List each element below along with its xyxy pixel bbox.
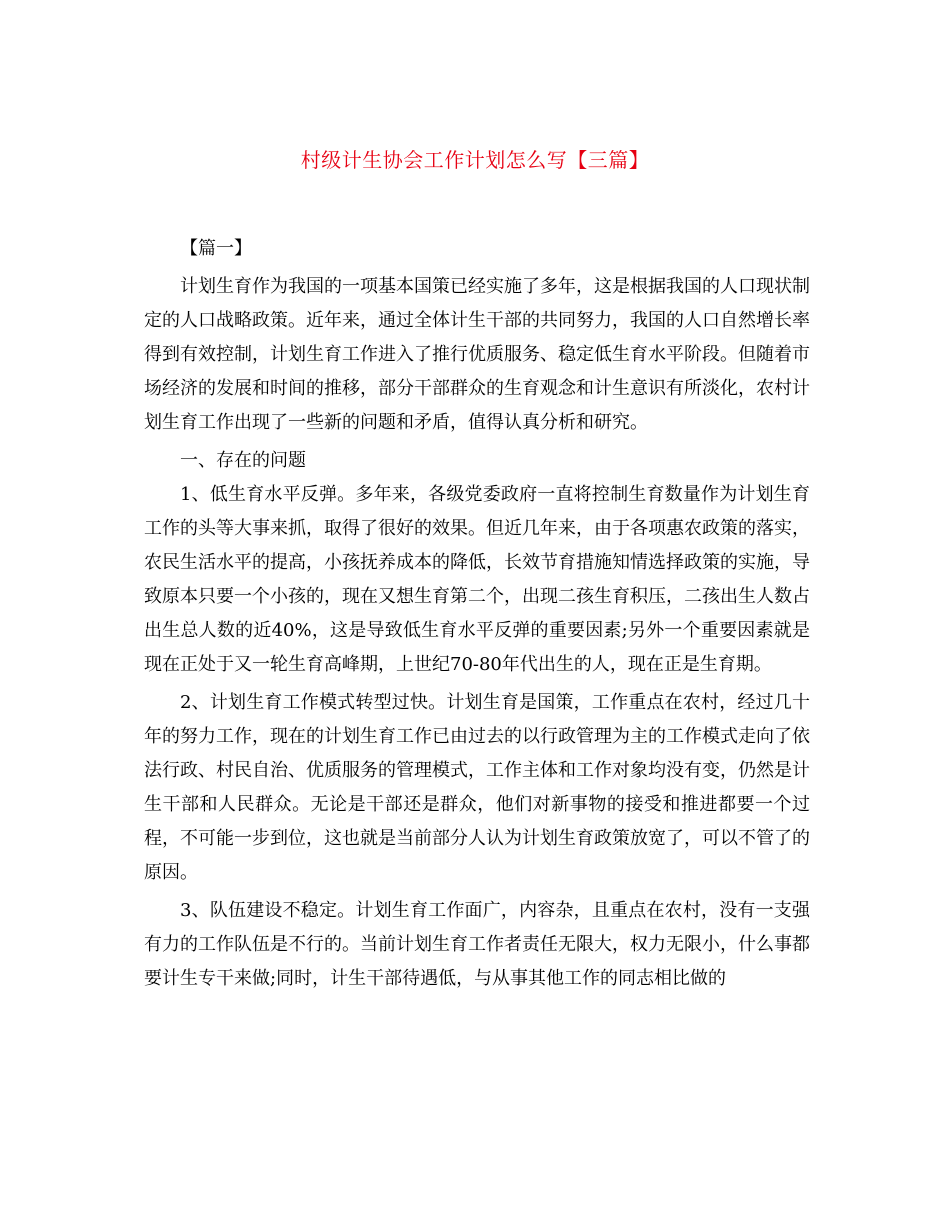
paragraph-point-1: 1、低生育水平反弹。多年来，各级党委政府一直将控制生育数量作为计划生育工作的头等大事来抓，取得了很好的效果。但近几年来，由于各项惠农政策的落实，农民生活水平的提高，小孩抚养成本的降低，长效节育措施知情选择政策的实施，导致原本只要一个小孩的，现在又想生育第二个，出现二孩生育积压，二孩出生人数占出生总人数的近40%，这是导致低生育水平反弹的重要因素;另外一个重要因素就是现在正处于又一轮生育高峰期，上世纪70-80年代出生的人，现在正是生育期。 [144,484,810,675]
intro-paragraph: 计划生育作为我国的一项基本国策已经实施了多年，这是根据我国的人口现状制定的人口战略政策。近年来，通过全体计生干部的共同努力，我国的人口自然增长率得到有效控制，计划生育工作进入了推行优质服务、稳定低生育水平阶段。但随着市场经济的发展和时间的推移，部分干部群众的生育观念和计生意识有所淡化，农村计划生育工作出现了一些新的问题和矛盾，值得认真分析和研究。 [144,276,810,433]
section-label: 【篇一】 [180,238,252,259]
paragraph-point-2: 2、计划生育工作模式转型过快。计划生育是国策，工作重点在农村，经过几十年的努力工作，现在的计划生育工作已由过去的以行政管理为主的工作模式走向了依法行政、村民自治、优质服务的管理模式，工作主体和工作对象均没有变，仍然是计生干部和人民群众。无论是干部还是群众，他们对新事物的接受和推进都要一个过程，不可能一步到位，这也就是当前部分人认为计划生育政策放宽了，可以不管了的原因。 [144,692,810,883]
document-title: 村级计生协会工作计划怎么写【三篇】 [300,148,650,172]
document-body [144,232,810,996]
paragraph-point-3: 3、队伍建设不稳定。计划生育工作面广，内容杂，且重点在农村，没有一支强有力的工作队伍是不行的。当前计划生育工作者责任无限大，权力无限小，什么事都要计生专干来做;同时，计生干部待遇低，与从事其他工作的同志相比做的 [144,900,810,989]
subheading-problems: 一、存在的问题 [180,450,306,471]
